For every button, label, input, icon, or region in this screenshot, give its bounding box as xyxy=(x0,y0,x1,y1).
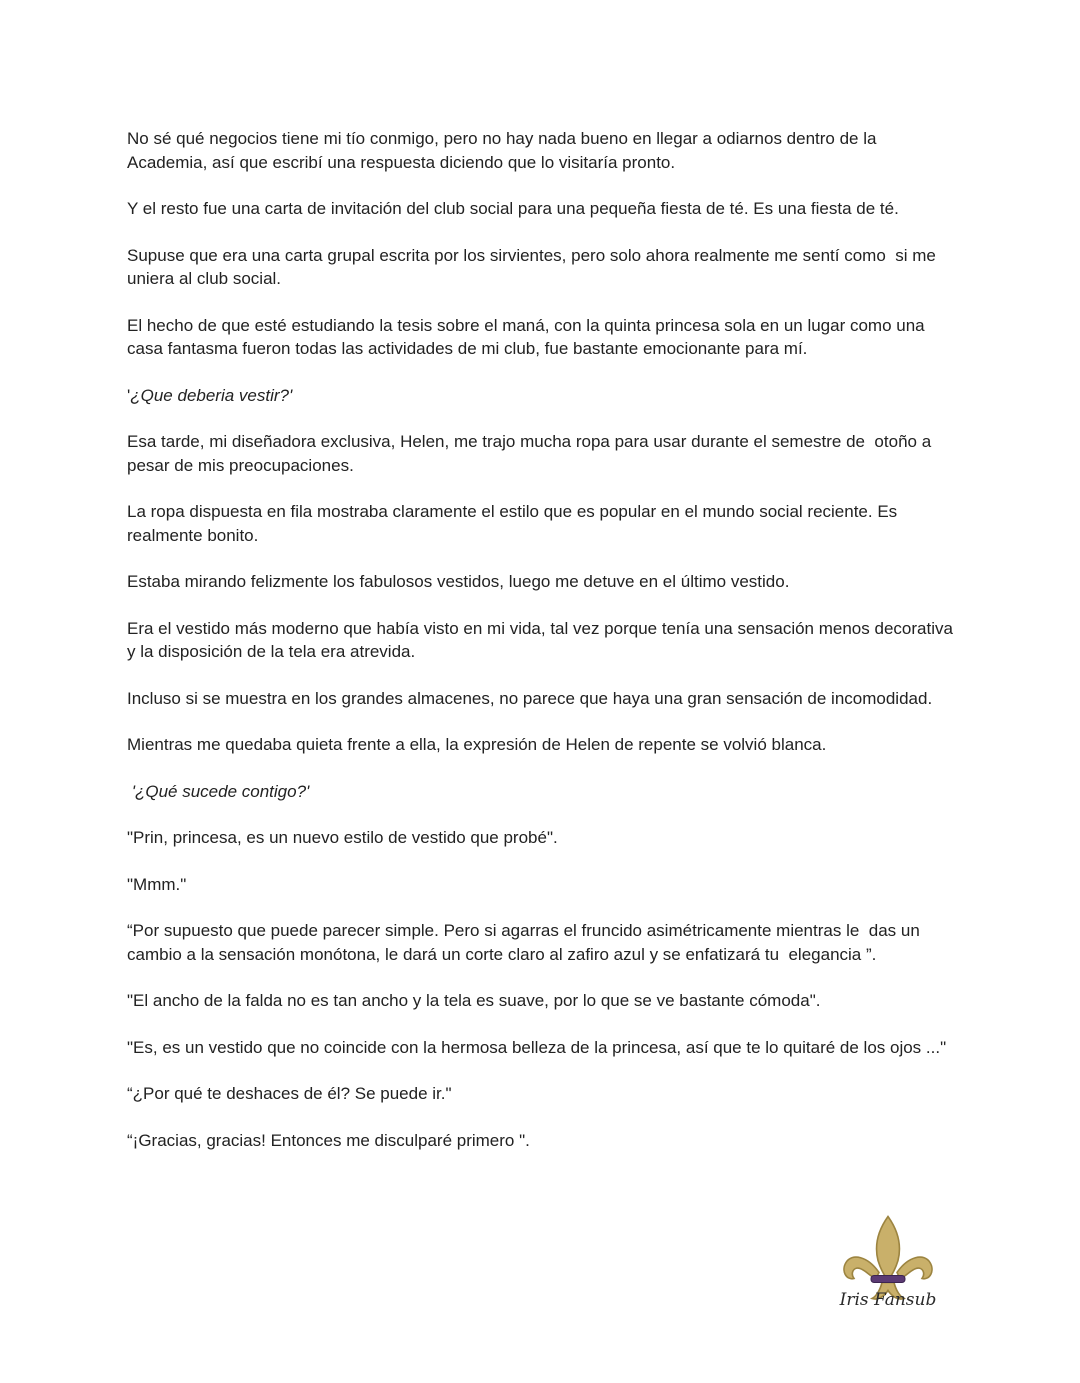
paragraph-16: "El ancho de la falda no es tan ancho y la tela es suave, por lo que se ve bastante cómoda". xyxy=(127,991,821,1010)
paragraph-5-thought xyxy=(127,384,957,408)
document-body xyxy=(127,127,957,1175)
paragraph-1: No sé qué negocios tiene mi tío conmigo, pero no hay nada bueno en llegar a odiarnos dentro de la Academia, así que escribí una respuesta diciendo que lo visitaría pronto. xyxy=(127,129,881,172)
paragraph-15: “Por supuesto que puede parecer simple. Pero si agarras el fruncido asimétricamente mientras le das un cambio a la sensación monótona, le dará un corte claro al zafiro azul y se enfatizará tu elegancia ”. xyxy=(127,921,925,964)
paragraph-14: "Mmm." xyxy=(127,874,187,894)
paragraph-13: "Prin, princesa, es un nuevo estilo de vestido que probé". xyxy=(127,828,558,847)
paragraph-9: Era el vestido más moderno que había visto en mi vida, tal vez porque tenía una sensación menos decorativa y la disposición de la tela era atrevida. xyxy=(127,618,958,661)
paragraph-10: Incluso si se muestra en los grandes almacenes, no parece que haya una gran sensación de incomodidad. xyxy=(127,688,933,708)
paragraph-3: Supuse que era una carta grupal escrita por los sirvientes, pero solo ahora realmente me sentí como si me uniera al club social. xyxy=(127,245,941,288)
thought-text: ¿Que deberia vestir?' xyxy=(130,385,293,405)
paragraph-8: Estaba mirando felizmente los fabulosos vestidos, luego me detuve en el último vestido. xyxy=(127,572,790,591)
paragraph-6: Esa tarde, mi diseñadora exclusiva, Helen, me trajo mucha ropa para usar durante el semestre de otoño a pesar de mis preocupaciones. xyxy=(127,432,936,475)
paragraph-7: La ropa dispuesta en fila mostraba claramente el estilo que es popular en el mundo social reciente. Es realmente bonito. xyxy=(127,502,902,545)
paragraph-12-thought xyxy=(127,780,957,804)
paragraph-4: El hecho de que esté estudiando la tesis sobre el maná, con la quinta princesa sola en un lugar como una casa fantasma fueron todas las actividades de mi club, fue bastante emocionante para mí. xyxy=(127,315,930,358)
paragraph-17: "Es, es un vestido que no coincide con la hermosa belleza de la princesa, así que te lo quitaré de los ojos ..." xyxy=(127,1037,947,1057)
watermark-text: Iris Fansub xyxy=(839,1290,937,1310)
paragraph-2: Y el resto fue una carta de invitación del club social para una pequeña fiesta de té. Es una fiesta de té. xyxy=(127,199,899,218)
paragraph-11: Mientras me quedaba quieta frente a ella, la expresión de Helen de repente se volvió blanca. xyxy=(127,735,827,754)
paragraph-18: “¿Por qué te deshaces de él? Se puede ir." xyxy=(127,1084,452,1103)
paragraph-19: “¡Gracias, gracias! Entonces me disculparé primero ". xyxy=(127,1130,530,1150)
thought-prefix: ' xyxy=(127,385,131,405)
thought-text: '¿Qué sucede contigo?' xyxy=(131,781,310,801)
